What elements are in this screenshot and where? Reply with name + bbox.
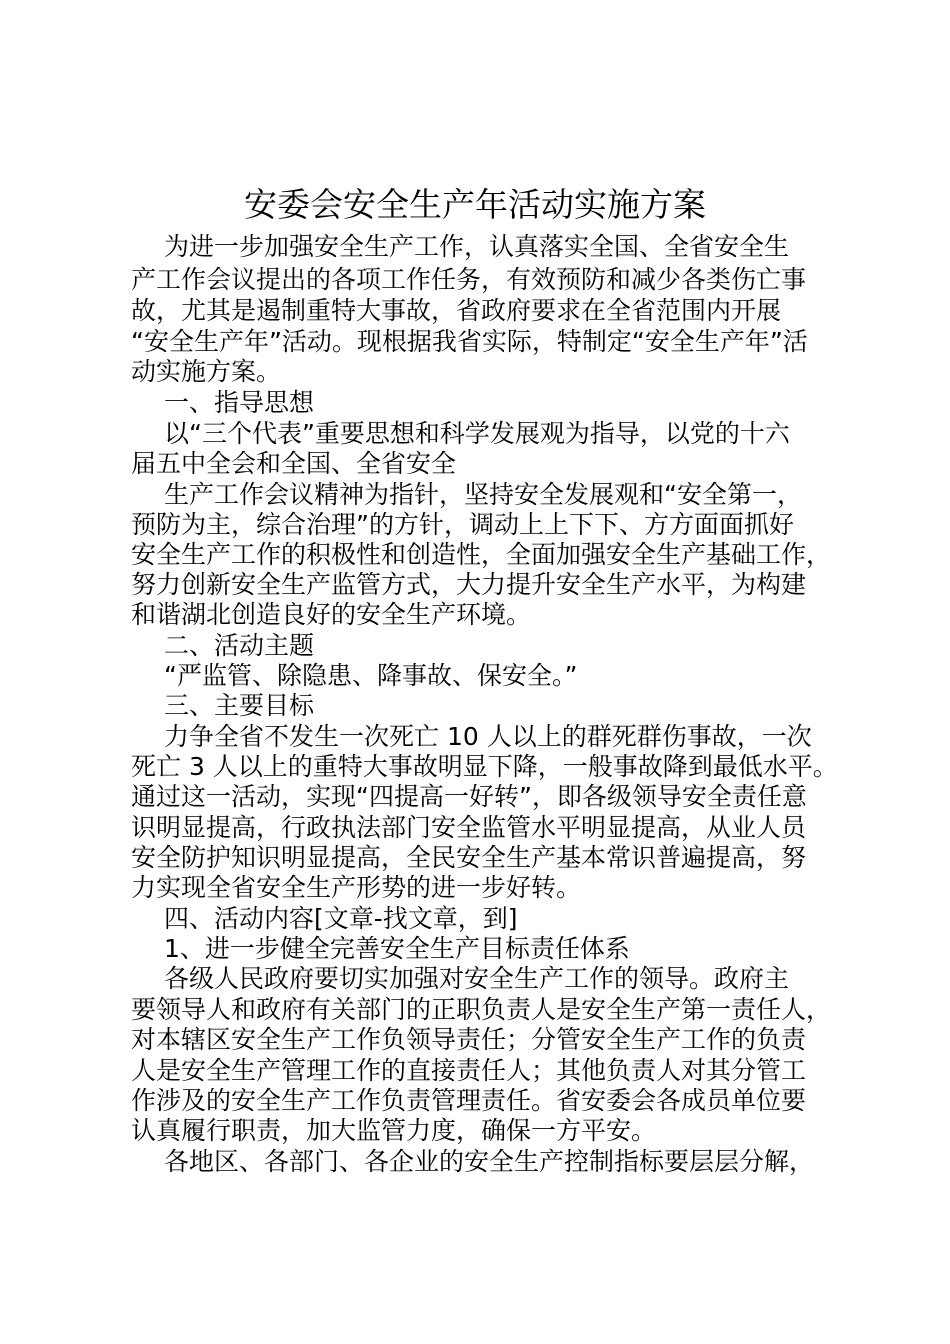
- subsection-heading: 1、进一步健全完善安全生产目标责任体系: [164, 934, 630, 963]
- text-line: 为进一步加强安全生产工作，认真落实全国、全省安全生: [164, 232, 790, 261]
- text-line: 安全防护知识明显提高，全民安全生产基本常识普遍提高，努: [131, 843, 807, 872]
- text-line: 以“三个代表”重要思想和科学发展观为指导，以党的十六: [164, 419, 790, 448]
- text-line: 对本辖区安全生产工作负领导责任；分管安全生产工作的负责: [131, 1025, 807, 1054]
- text-line: “安全生产年”活动。现根据我省实际，特制定“安全生产年”活: [131, 327, 808, 356]
- text-line: 要领导人和政府有关部门的正职负责人是安全生产第一责任人，: [131, 995, 832, 1024]
- text-line: “严监管、除隐患、降事故、保安全。”: [164, 661, 578, 690]
- text-line: 各地区、各部门、各企业的安全生产控制指标要层层分解，: [164, 1147, 815, 1176]
- text-line: 动实施方案。: [131, 357, 282, 386]
- text-line: 人是安全生产管理工作的直接责任人；其他负责人对其分管工: [131, 1056, 807, 1085]
- text-line: 产工作会议提出的各项工作任务，有效预防和减少各类伤亡事: [131, 265, 807, 294]
- text-line: 努力创新安全生产监管方式，大力提升安全生产水平，为构建: [131, 570, 807, 599]
- section-heading: 一、指导思想: [164, 388, 315, 417]
- text-line: 认真履行职责，加大监管力度，确保一方平安。: [131, 1116, 657, 1145]
- text-line: 生产工作会议精神为指针，坚持安全发展观和“安全第一，: [164, 480, 802, 509]
- text-line: 力实现全省安全生产形势的进一步好转。: [131, 873, 582, 902]
- text-line: 作涉及的安全生产工作负责管理责任。省安委会各成员单位要: [131, 1086, 807, 1115]
- document-title: 安委会安全生产年活动实施方案: [244, 185, 706, 224]
- text-line: 预防为主，综合治理”的方针，调动上上下下、方方面面抓好: [131, 510, 794, 539]
- text-line: 各级人民政府要切实加强对安全生产工作的领导。政府主: [164, 964, 790, 993]
- text-line: 届五中全会和全国、全省安全: [131, 449, 457, 478]
- section-heading: 四、活动内容[文章-找文章，到]: [164, 904, 518, 933]
- text-line: 和谐湖北创造良好的安全生产环境。: [131, 600, 532, 629]
- text-line: 通过这一活动，实现“四提高一好转”，即各级领导安全责任意: [131, 782, 807, 811]
- text-line: 故，尤其是遏制重特大事故，省政府要求在全省范围内开展: [131, 296, 782, 325]
- section-heading: 三、主要目标: [164, 691, 315, 720]
- text-line: 力争全省不发生一次死亡 10 人以上的群死群伤事故，一次: [164, 722, 812, 751]
- section-heading: 二、活动主题: [164, 631, 315, 660]
- text-line: 死亡 3 人以上的重特大事故明显下降，一般事故降到最低水平。: [131, 752, 838, 781]
- text-line: 识明显提高，行政执法部门安全监管水平明显提高，从业人员: [131, 813, 807, 842]
- text-line: 安全生产工作的积极性和创造性，全面加强安全生产基础工作，: [131, 540, 832, 569]
